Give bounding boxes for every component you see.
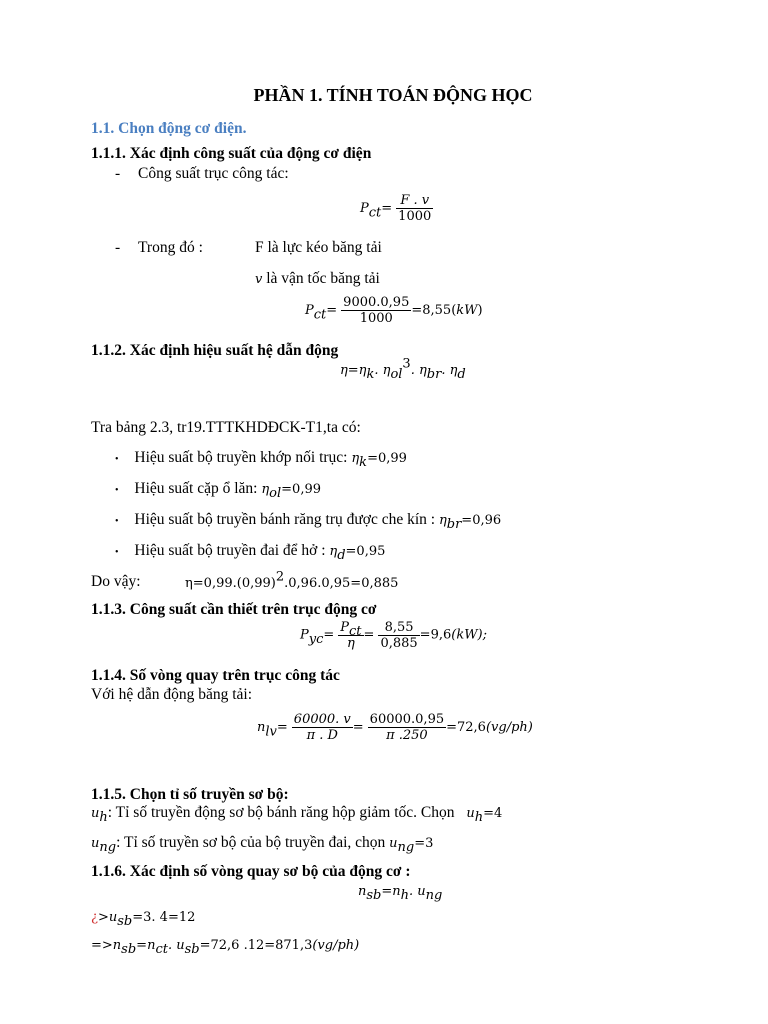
bullet-3: • Hiệu suất bộ truyền bánh răng trụ được che kín : $\eta_{br}=0,96$ — [115, 511, 502, 533]
heading-1-1-3: 1.1.3. Công suất cần thiết trên trục động cơ — [91, 601, 377, 618]
dash-marker-2: - — [115, 239, 121, 256]
dash-marker: - — [115, 165, 121, 182]
conveyor-text: Với hệ dẫn động băng tải: — [91, 686, 253, 703]
heading-1-1-5: 1.1.5. Chọn tỉ số truyền sơ bộ: — [91, 786, 289, 803]
do-vay-label: Do vậy: — [91, 573, 141, 590]
ung-line: $u_{ng}$: Tỉ số truyền sơ bộ của bộ truyền đai, chọn $u_{ng}=3$ — [91, 834, 434, 856]
formula-eta: $\eta=\eta_k$. $\eta_{ol}^3$. $\eta_{br}$. $\eta_d$ — [340, 356, 466, 383]
formula-nlv: $n_{lv}=$ $\frac{60000. v}{\pi . D}$ = $\frac{60000.0,95}{\pi .250}$ =72,6(vg/ph) — [257, 712, 533, 743]
formula-nsb: $n_{sb}=n_h$. $u_{ng}$ — [358, 884, 443, 904]
heading-1-1-2: 1.1.2. Xác định hiệu suất hệ dẫn động — [91, 342, 339, 359]
heading-1-1-6: 1.1.6. Xác định số vòng quay sơ bộ của động cơ : — [91, 863, 411, 880]
reference-table-text: Tra bảng 2.3, tr19.TTTKHDĐCK-T1,ta có: — [91, 419, 361, 436]
heading-1-1: 1.1. Chọn động cơ điện. — [91, 120, 247, 137]
uh-line: $u_h$: Tỉ số truyền động sơ bộ bánh răng hộp giảm tốc. Chọn $u_h=4$ — [91, 804, 503, 826]
item-power-shaft: Công suất trục công tác: — [138, 165, 289, 182]
page-title: PHẦN 1. TÍNH TOÁN ĐỘNG HỌC — [253, 85, 533, 105]
bullet-1: • Hiệu suất bộ truyền khớp nối trục: $\eta_k=0,99$ — [115, 449, 407, 471]
formula-pyc: $P_{yc}=$ $\frac{P_{ct}}{\eta}$ = $\frac{8,55}{0,885}$ =9,6(kW); — [300, 619, 488, 651]
trong-do-label: Trong đó : — [138, 239, 203, 256]
formula-pct-value: $P_{ct}=$ $\frac{9000.0,95}{1000}$ =8,55(kW) — [305, 295, 483, 326]
formula-nsb-value: $=>n_{sb}=n_{ct}$. $u_{sb}=72,6$ .12=871,3(vg/ph) — [91, 938, 360, 958]
bullet-4: • Hiệu suất bộ truyền đai để hở : $\eta_d=0,95$ — [115, 542, 386, 564]
heading-1-1-4: 1.1.4. Số vòng quay trên trục công tác — [91, 667, 340, 684]
definition-v: v là vận tốc băng tải — [255, 270, 380, 287]
formula-usb: ¿$>u_{sb}=3$. 4=12 — [91, 910, 196, 930]
heading-1-1-1: 1.1.1. Xác định công suất của động cơ điện — [91, 145, 372, 162]
definition-F: F là lực kéo băng tải — [255, 239, 382, 256]
formula-pct: $P_{ct}=$ $\frac{F . v}{1000}$ — [360, 193, 432, 224]
formula-eta-value: $\eta=0,99.(0,99)^2.0,96.0,95=0,885$ — [185, 569, 399, 591]
bullet-2: • Hiệu suất cặp ổ lăn: $\eta_{ol}=0,99$ — [115, 480, 321, 502]
